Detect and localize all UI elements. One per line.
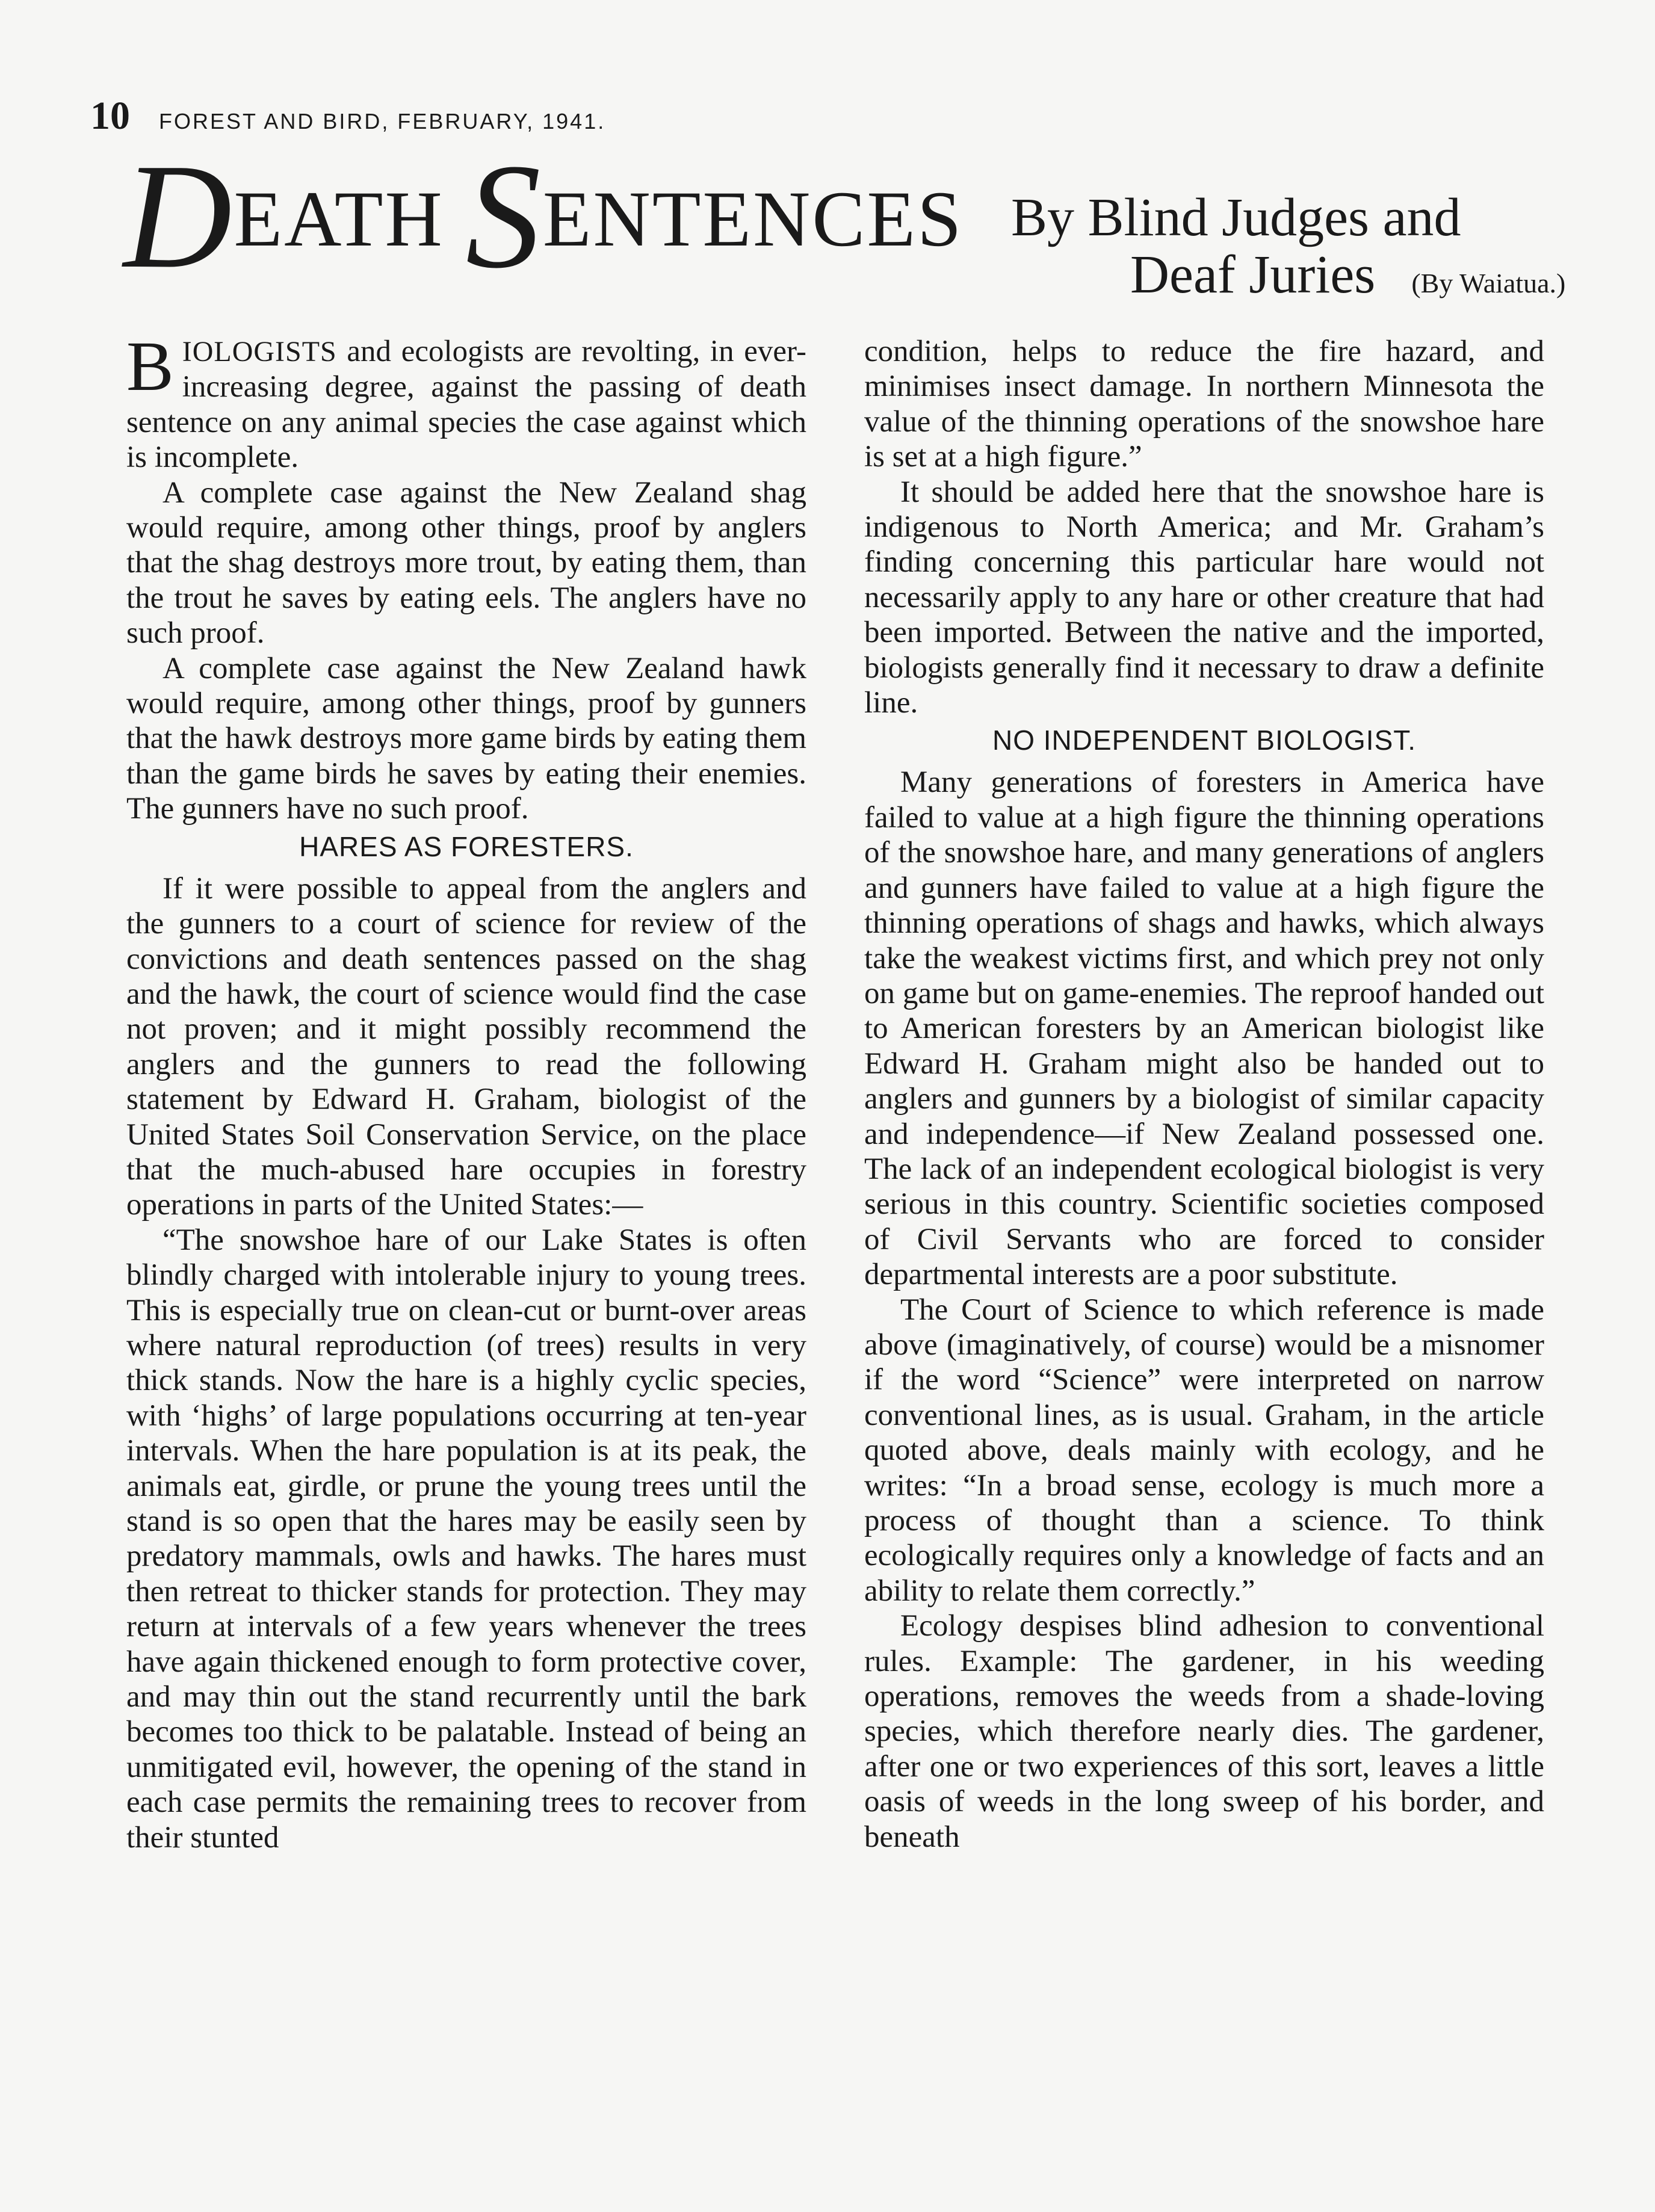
paragraph: If it were possible to appeal from the anglers and the gunners to a court of science for review of the convictions and death sentences passed on the shag and the hawk, the court of science would find the case not proven; and it might possibly recommend the anglers and the gunners to read the following statement by Edward H. Graham, biologist of the United States Soil Conservation Service, on the place that the much-abused hare occupies in forestry operations in parts of the United States:— bbox=[126, 871, 806, 1222]
paragraph: “The snowshoe hare of our Lake States is often blindly charged with intolerable injury to young trees. This is especially true on clean-cut or burnt-over areas where natural reproduction (of trees) results in very thick stands. Now the hare is a highly cyclic species, with ‘highs’ of large populations occurring at ten-year intervals. When the hare population is at its peak, the animals eat, girdle, or prune the young trees until the stand is so open that the hares may be easily seen by predatory mammals, owls and hawks. The hares must then retreat to thicker stands for protection. They may return at intervals of a few years whenever the trees have again thickened enough to form protective cover, and may thin out the stand recurrently until the bark becomes too thick to be palatable. Instead of being an unmitigated evil, however, the opening of the stand in each case permits the remaining trees to recover from their stunted bbox=[126, 1223, 806, 1855]
subtitle-line-1: By Blind Judges and bbox=[1011, 188, 1461, 247]
paragraph: The Court of Science to which reference is made above (imaginatively, of course) would be a misnomer if the word “Science” were interpreted on narrow conventional lines, as is usual. Graham, in the article quoted above, deals mainly with ecology, and he writes: “In a broad sense, ecology is much more a process of thought than a science. To think ecologically requires only a knowledge of facts and an ability to relate them correctly.” bbox=[864, 1293, 1544, 1608]
paragraph: It should be added here that the snowshoe hare is indigenous to North America; and Mr. Graham’s finding concerning this particular hare would not necessarily apply to any hare or other creature that had been imported. Between the native and the imported, biologists generally find it necessary to draw a definite line. bbox=[864, 475, 1544, 720]
right-column bbox=[864, 334, 1544, 1855]
paragraph: A complete case against the New Zealand shag would require, among other things, proof by anglers that the shag destroys more trout, by eating them, than the trout he saves by eating eels. The anglers have no such proof. bbox=[126, 475, 806, 650]
page-number: 10 bbox=[90, 94, 130, 138]
paragraph: Ecology despises blind adhesion to conventional rules. Example: The gardener, in his weeding operations, removes the weeds from a shade-loving species, which therefore nearly dies. The gardener, after one or two experiences of this sort, leaves a little oasis of weeds in the long sweep of his border, and beneath bbox=[864, 1609, 1544, 1854]
paragraph: condition, helps to reduce the fire hazard, and minimises insect damage. In northern Minnesota the value of the thinning operations of the snowshoe hare is set at a high figure.” bbox=[864, 335, 1544, 474]
byline: (By Waiatua.) bbox=[1411, 267, 1566, 298]
section-heading: HARES AS FORESTERS. bbox=[299, 830, 634, 862]
left-column bbox=[126, 327, 806, 1855]
title-word-death: EATH bbox=[234, 175, 466, 263]
title-initial-d: D bbox=[123, 133, 234, 300]
article-title-block bbox=[123, 133, 1566, 310]
article-title bbox=[123, 133, 964, 300]
running-head bbox=[90, 93, 605, 139]
lead-smallcaps: IOLOGISTS bbox=[182, 336, 337, 368]
running-title: FOREST AND BIRD, FEBRUARY, 1941. bbox=[159, 109, 606, 134]
lead-text: and ecologists are revolting, in ever-increasing degree, against the passing of death sentence on any animal species the case against which is incomplete. bbox=[126, 335, 806, 475]
section-heading: NO INDEPENDENT BIOLOGIST. bbox=[992, 724, 1417, 756]
title-word-sentences: ENTENCES bbox=[542, 175, 964, 263]
title-initial-s: S bbox=[465, 133, 543, 300]
subtitle-line-2: Deaf Juries bbox=[1130, 244, 1376, 304]
paragraph: A complete case against the New Zealand hawk would require, among other things, proof by gunners that the hawk destroys more game birds by eating them than the game birds he saves by eating their enemies. The gunners have no such proof. bbox=[126, 651, 806, 826]
paragraph: Many generations of foresters in America have failed to value at a high figure the thinning operations of the snowshoe hare, and many generations of anglers and gunners have failed to value at a high figure the thinning operations of shags and hawks, which always take the weakest victims first, and which prey not only on game but on game-enemies. The reproof handed out to American foresters by an American biologist like Edward H. Graham might also be handed out to anglers and gunners by a biologist of similar capacity and independence—if New Zealand possessed one. The lack of an independent ecological biologist is very serious in this country. Scientific societies composed of Civil Servants who are forced to consider departmental interests are a poor substitute. bbox=[864, 765, 1544, 1292]
article-subtitle bbox=[1011, 190, 1565, 303]
paragraph bbox=[126, 327, 806, 475]
drop-cap: B bbox=[126, 327, 174, 406]
